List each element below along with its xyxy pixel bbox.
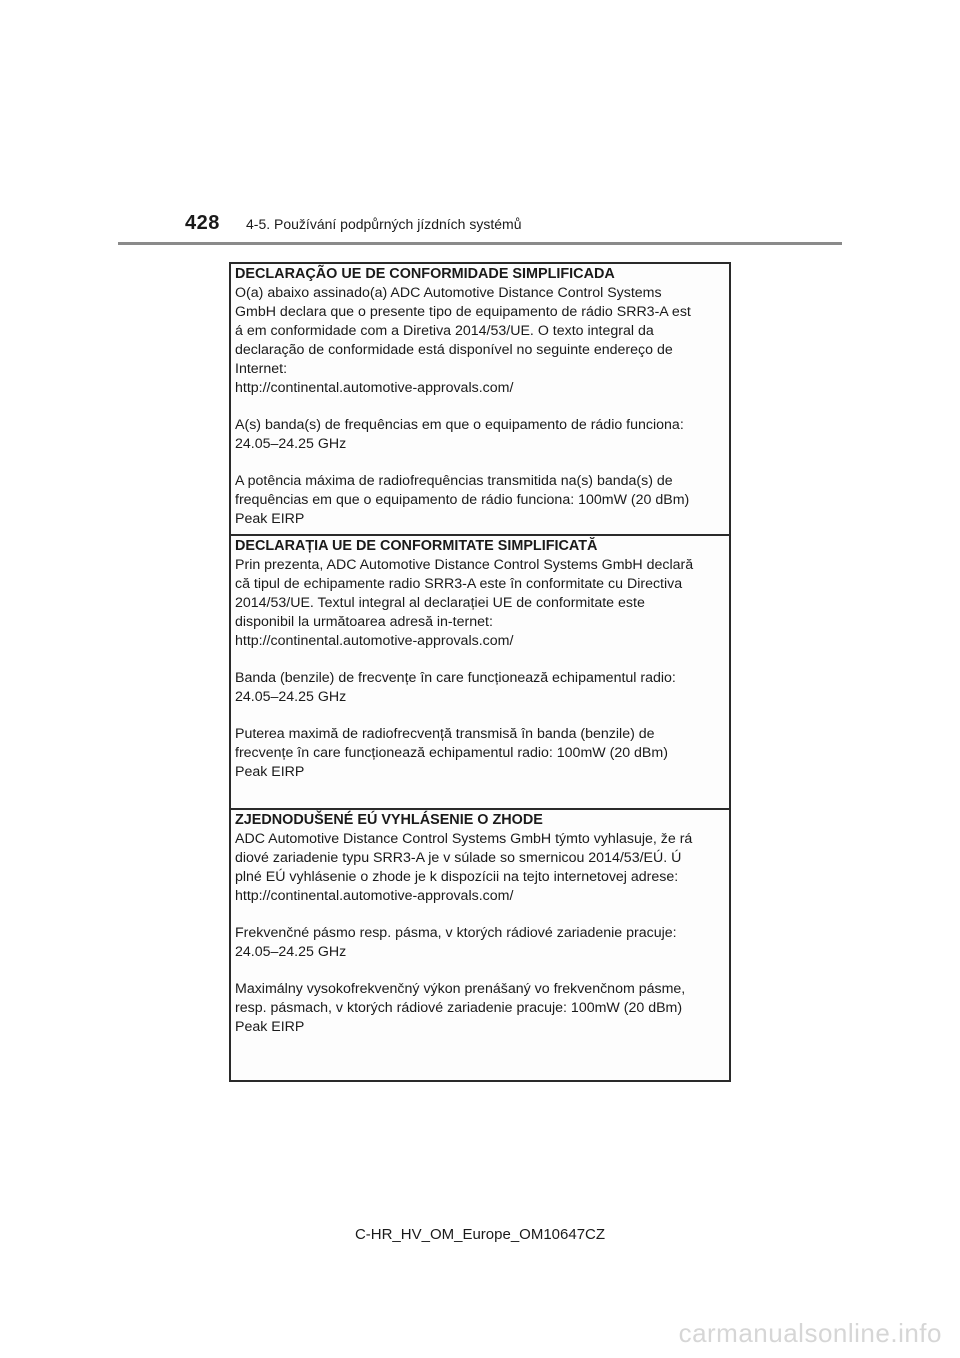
paragraph-gap xyxy=(235,906,727,924)
text-line: Internet: xyxy=(235,361,288,377)
text-line: resp. pásmach, v ktorých rádiové zariadenie pracuje: 100mW (20 dBm) xyxy=(235,1000,683,1016)
text-line: plné EÚ vyhlásenie o zhode je k dispozícii na tejto internetovej adrese: xyxy=(235,869,679,885)
text-line: A potência máxima de radiofrequências transmitida na(s) banda(s) de xyxy=(235,473,673,489)
text-line: http://continental.automotive-approvals.com/ xyxy=(235,888,514,904)
text-line: 2014/53/UE. Textul integral al declarației UE de conformitate este xyxy=(235,595,645,611)
text-line: frequências em que o equipamento de rádio funciona: 100mW (20 dBm) xyxy=(235,492,690,508)
text-line: Peak EIRP xyxy=(235,511,305,527)
paragraph-gap xyxy=(235,962,727,980)
panel-body xyxy=(235,556,727,782)
paragraph-gap xyxy=(235,707,727,725)
text-line: Peak EIRP xyxy=(235,764,305,780)
declaration-panel-portuguese xyxy=(231,264,729,536)
declaration-scan xyxy=(229,262,731,1082)
text-line: A(s) banda(s) de frequências em que o equipamento de rádio funciona: xyxy=(235,417,684,433)
text-line: Banda (benzile) de frecvențe în care funcționează echipamentul radio: xyxy=(235,670,676,686)
text-line: GmbH declara que o presente tipo de equipamento de rádio SRR3-A est xyxy=(235,304,691,320)
section-title: 4-5. Používání podpůrných jízdních systémů xyxy=(246,216,522,232)
panel-title: DECLARAȚIA UE DE CONFORMITATE SIMPLIFICATĂ xyxy=(235,538,598,554)
text-line: http://continental.automotive-approvals.com/ xyxy=(235,633,514,649)
text-line: á em conformidade com a Diretiva 2014/53/UE. O texto integral da xyxy=(235,323,654,339)
watermark: carmanualsonline.info xyxy=(678,1318,942,1348)
text-line: Peak EIRP xyxy=(235,1019,305,1035)
text-line: 24.05–24.25 GHz xyxy=(235,436,347,452)
text-line: 24.05–24.25 GHz xyxy=(235,689,347,705)
text-line: frecvențe în care funcționează echipamentul radio: 100mW (20 dBm) xyxy=(235,745,668,761)
panel-title: ZJEDNODUŠENÉ EÚ VYHLÁSENIE O ZHODE xyxy=(235,812,543,828)
declaration-panel-slovak xyxy=(231,810,729,1080)
text-line: disponibil la următoarea adresă in-ternet: xyxy=(235,614,493,630)
panel-title: DECLARAÇÃO UE DE CONFORMIDADE SIMPLIFICADA xyxy=(235,266,615,282)
text-line: diové zariadenie typu SRR3-A je v súlade so smernicou 2014/53/EÚ. Ú xyxy=(235,850,682,866)
text-line: O(a) abaixo assinado(a) ADC Automotive Distance Control Systems xyxy=(235,285,662,301)
paragraph-gap xyxy=(235,398,727,416)
declaration-panel-romanian xyxy=(231,536,729,810)
text-line: 24.05–24.25 GHz xyxy=(235,944,347,960)
paragraph-gap xyxy=(235,651,727,669)
text-line: Maximálny vysokofrekvenčný výkon prenášaný vo frekvenčnom pásme, xyxy=(235,981,686,997)
text-line: ADC Automotive Distance Control Systems GmbH týmto vyhlasuje, že rá xyxy=(235,831,693,847)
text-line: Puterea maximă de radiofrecvență transmisă în banda (benzile) de xyxy=(235,726,655,742)
text-line: http://continental.automotive-approvals.com/ xyxy=(235,380,514,396)
panel-body xyxy=(235,830,727,1037)
document-code: C-HR_HV_OM_Europe_OM10647CZ xyxy=(354,1226,606,1243)
paragraph-gap xyxy=(235,454,727,472)
text-line: Frekvenčné pásmo resp. pásma, v ktorých rádiové zariadenie pracuje: xyxy=(235,925,677,941)
panel-body xyxy=(235,284,727,529)
text-line: Prin prezenta, ADC Automotive Distance Control Systems GmbH declară xyxy=(235,557,694,573)
page-number: 428 xyxy=(185,212,220,234)
text-line: că tipul de echipamente radio SRR3-A este în conformitate cu Directiva xyxy=(235,576,683,592)
text-line: declaração de conformidade está disponível no seguinte endereço de xyxy=(235,342,673,358)
header-rule xyxy=(118,242,842,245)
